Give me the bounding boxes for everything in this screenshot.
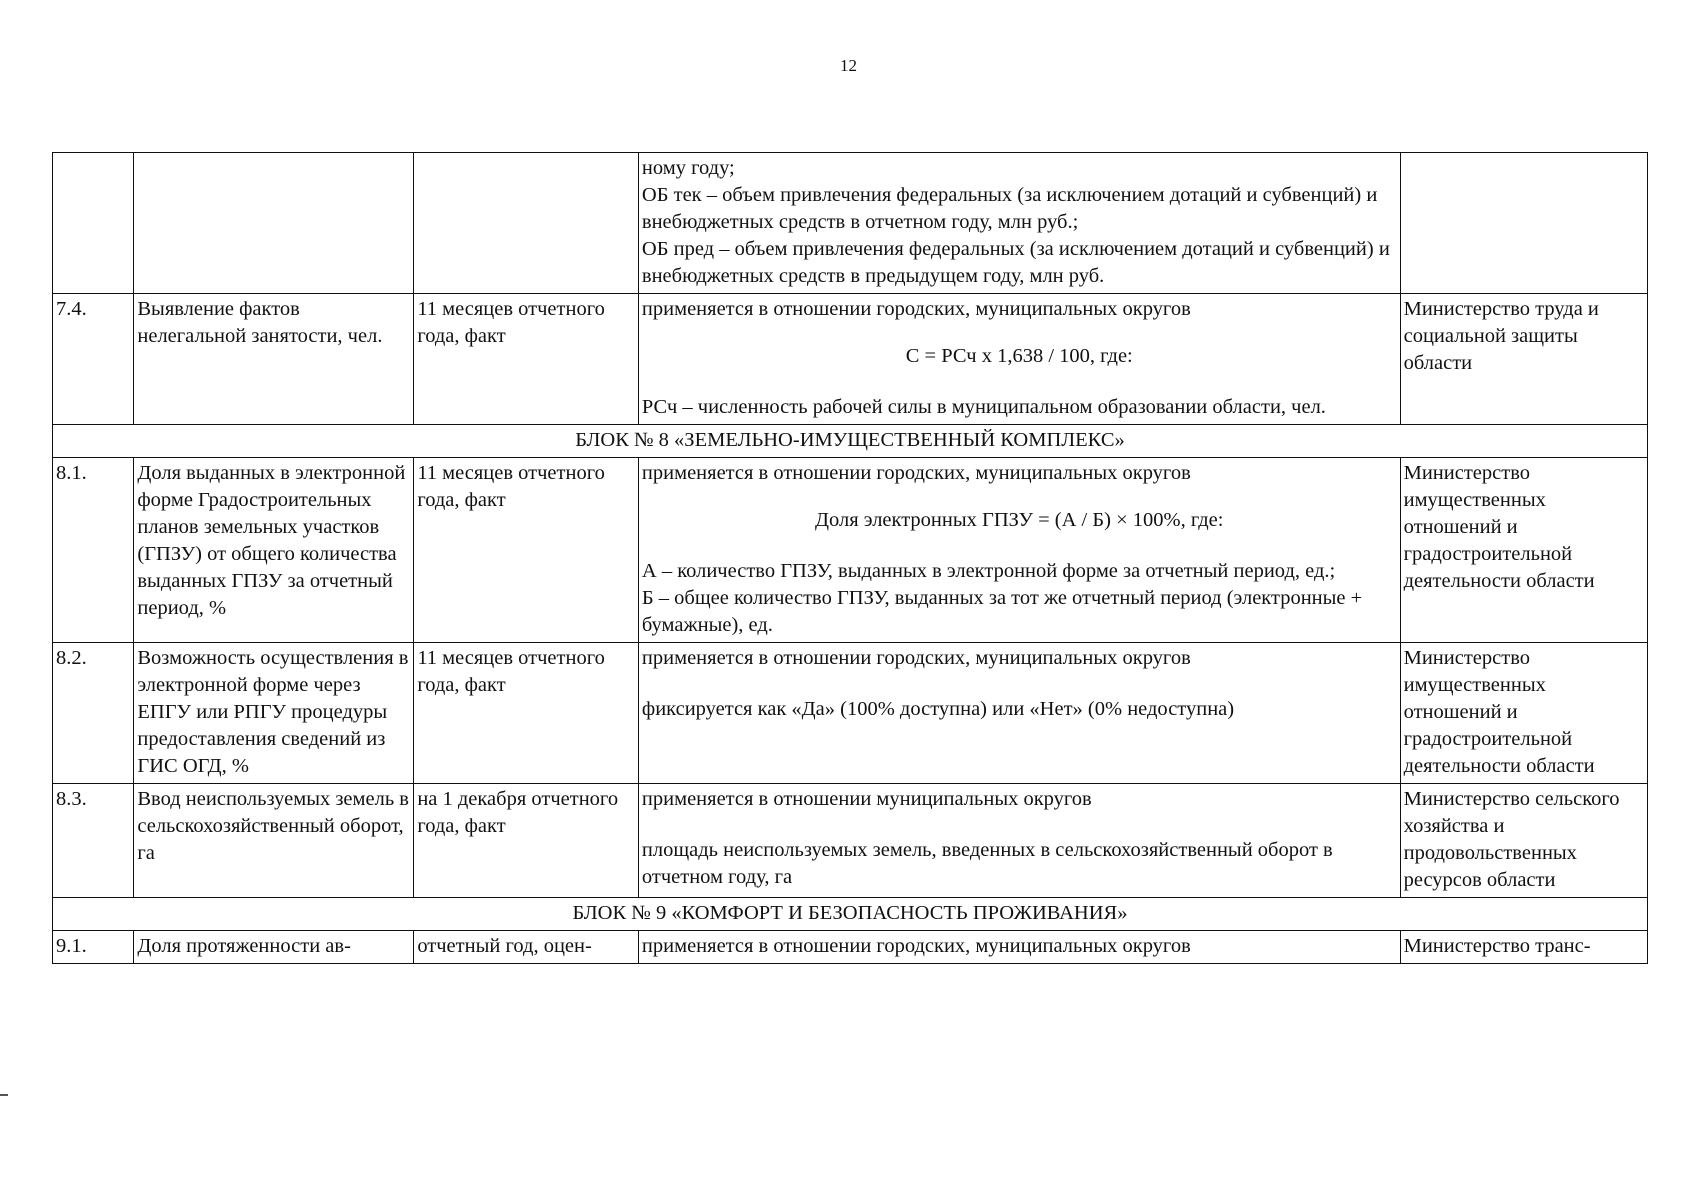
cell-period: 11 месяцев отчетного года, факт [414, 458, 639, 643]
block-heading-row [53, 898, 1648, 931]
method-line: ОБ пред – объем привлечения федеральных (за исключением дотаций и субвенций) и внебюджетных средств в предыдущем году, млн руб. [641, 238, 1390, 287]
cell-num: 8.3. [53, 784, 134, 898]
method-scope: применяется в отношении городских, муниципальных округов [641, 462, 1191, 484]
method-formula: С = РСч х 1,638 / 100, где: [905, 345, 1133, 367]
cell-method [638, 153, 1400, 294]
cell-responsible: Министерство транс- [1400, 931, 1647, 964]
block-8-heading: БЛОК № 8 «ЗЕМЕЛЬНО-ИМУЩЕСТВЕННЫЙ КОМПЛЕКС» [53, 425, 1648, 458]
cell-name: Ввод неиспользуемых земель в сельскохозяйственный оборот, га [134, 784, 414, 898]
table-row-8-3 [53, 784, 1648, 898]
method-scope: применяется в отношении муниципальных округов [641, 788, 1092, 810]
cell-period: 11 месяцев отчетного года, факт [414, 643, 639, 784]
table-row-9-1 [53, 931, 1648, 964]
cell-name: Выявление фактов нелегальной занятости, чел. [134, 294, 414, 425]
cell-num: 8.1. [53, 458, 134, 643]
table-row-8-1 [53, 458, 1648, 643]
cell-method [638, 643, 1400, 784]
page-number: 12 [840, 56, 857, 75]
cell-num [53, 153, 134, 294]
cell-num: 9.1. [53, 931, 134, 964]
cell-method [638, 458, 1400, 643]
cell-responsible [1400, 153, 1647, 294]
table-row-8-2 [53, 643, 1648, 784]
method-scope: применяется в отношении городских, муниципальных округов [641, 298, 1191, 320]
block-9-heading: БЛОК № 9 «КОМФОРТ И БЕЗОПАСНОСТЬ ПРОЖИВАНИЯ» [53, 898, 1648, 931]
cell-period: 11 месяцев отчетного года, факт [414, 294, 639, 425]
cell-method [638, 294, 1400, 425]
margin-mark [0, 1094, 8, 1096]
cell-name: Доля выданных в электронной форме Градостроительных планов земельных участков (ГПЗУ) от общего количества выданных ГПЗУ за отчетный период, % [134, 458, 414, 643]
cell-responsible: Министерство труда и социальной защиты области [1400, 294, 1647, 425]
cell-period [414, 153, 639, 294]
cell-period: отчетный год, оцен- [414, 931, 639, 964]
cell-responsible: Министерство сельского хозяйства и продовольственных ресурсов области [1400, 784, 1647, 898]
cell-responsible: Министерство имущественных отношений и градостроительной деятельности области [1400, 643, 1647, 784]
method-explanation: РСч – численность рабочей силы в муниципальном образовании области, чел. [641, 396, 1326, 418]
cell-name [134, 153, 414, 294]
cell-num: 8.2. [53, 643, 134, 784]
cell-method [638, 784, 1400, 898]
indicators-table [52, 152, 1648, 964]
method-explanation: Б – общее количество ГПЗУ, выданных за тот же отчетный период (электронные + бумажные), ед. [641, 587, 1363, 636]
method-formula: Доля электронных ГПЗУ = (А / Б) × 100%, где: [815, 509, 1224, 531]
cell-num: 7.4. [53, 294, 134, 425]
cell-name: Возможность осуществления в электронной форме через ЕПГУ или РПГУ процедуры предоставления сведений из ГИС ОГД, % [134, 643, 414, 784]
table-row-continuation [53, 153, 1648, 294]
method-explanation: А – количество ГПЗУ, выданных в электронной форме за отчетный период, ед.; [641, 560, 1336, 582]
cell-period: на 1 декабря отчетного года, факт [414, 784, 639, 898]
cell-method: применяется в отношении городских, муниципальных округов [638, 931, 1400, 964]
table-row-7-4 [53, 294, 1648, 425]
method-explanation: фиксируется как «Да» (100% доступна) или «Нет» (0% недоступна) [641, 698, 1235, 720]
cell-responsible: Министерство имущественных отношений и градостроительной деятельности области [1400, 458, 1647, 643]
method-line: ному году; [641, 157, 735, 179]
method-scope: применяется в отношении городских, муниципальных округов [641, 647, 1191, 669]
cell-name: Доля протяженности ав- [134, 931, 414, 964]
method-explanation: площадь неиспользуемых земель, введенных в сельскохозяйственный оборот в отчетном году, га [641, 839, 1333, 888]
method-line: ОБ тек – объем привлечения федеральных (за исключением дотаций и субвенций) и внебюджетных средств в отчетном году, млн руб.; [641, 184, 1378, 233]
block-heading-row [53, 425, 1648, 458]
